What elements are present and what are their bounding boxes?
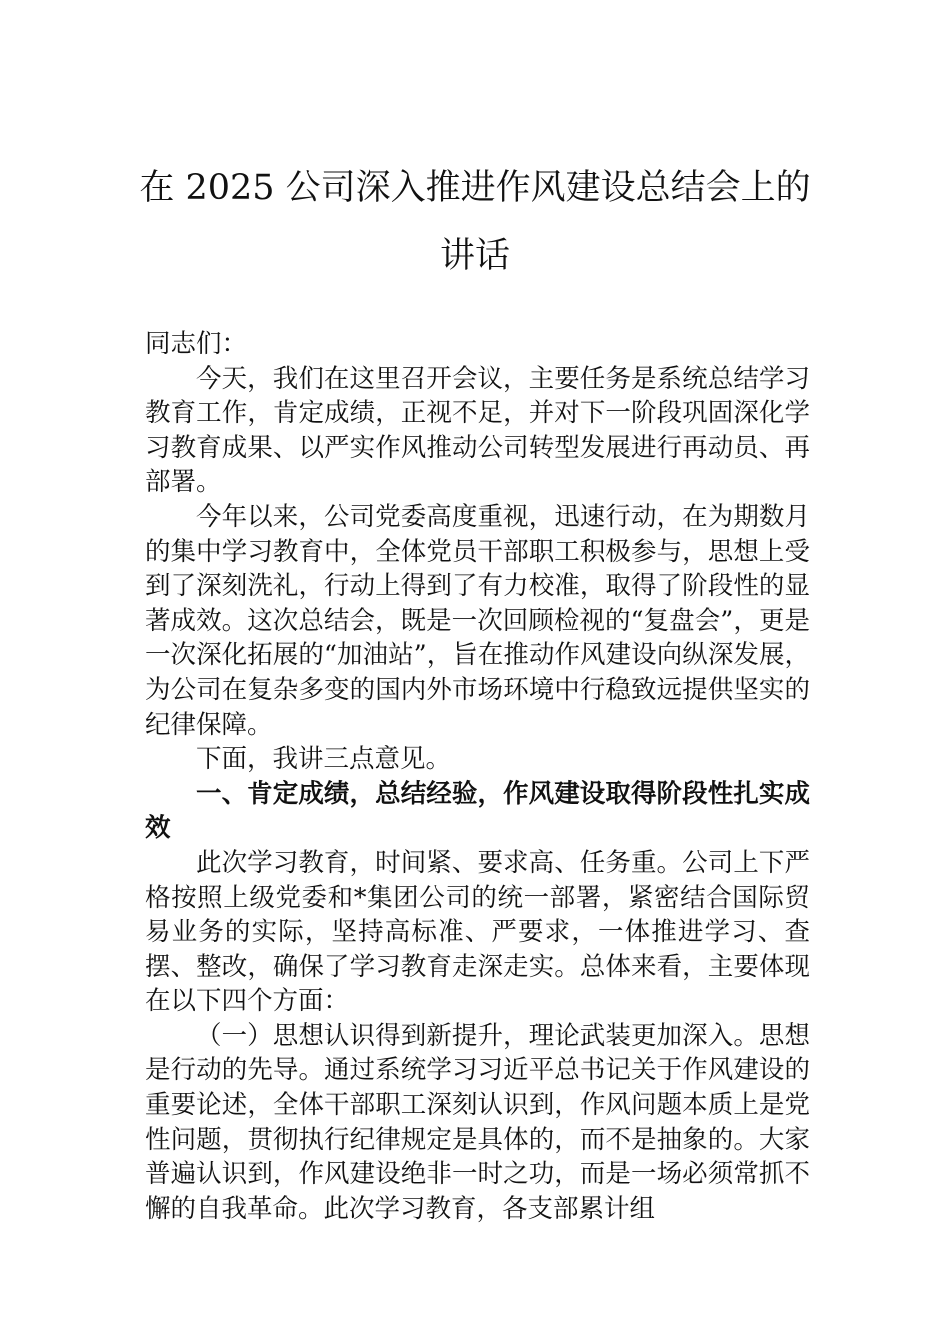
body-paragraph-opening: 今天，我们在这里召开会议，主要任务是系统总结学习教育工作，肯定成绩，正视不足，并对下一阶段巩固深化学习教育成果、以严实作风推动公司转型发展进行再动员、再部署。 (145, 363, 810, 498)
body-paragraph-background: 今年以来，公司党委高度重视，迅速行动，在为期数月的集中学习教育中，全体党员干部职工积极参与，思想上受到了深刻洗礼，行动上得到了有力校准，取得了阶段性的显著成效。这次总结会，既是一次回顾检视的“复盘会”，更是一次深化拓展的“加油站”，旨在推动作风建设向纵深发展，为公司在复杂多变的国内外市场环境中行稳致远提供坚实的纪律保障。 (145, 501, 810, 740)
body-paragraph-section-1-intro: 此次学习教育，时间紧、要求高、任务重。公司上下严格按照上级党委和*集团公司的统一部署，紧密结合国际贸易业务的实际，坚持高标准、严要求，一体推进学习、查摆、整改，确保了学习教育走深走实。总体来看，主要体现在以下四个方面： (145, 847, 810, 1017)
body-paragraph-subsection-1: （一）思想认识得到新提升，理论武装更加深入。思想是行动的先导。通过系统学习习近平总书记关于作风建设的重要论述，全体干部职工深刻认识到，作风问题本质上是党性问题，贯彻执行纪律规定是具体的，而不是抽象的。大家普遍认识到，作风建设绝非一时之功，而是一场必须常抓不懈的自我革命。此次学习教育，各支部累计组 (145, 1020, 810, 1224)
body-paragraph-transition: 下面，我讲三点意见。 (196, 744, 452, 775)
salutation: 同志们： (145, 329, 248, 359)
document-body (145, 327, 810, 1226)
document-title-line-1: 在 2025 公司深入推进作风建设总结会上的 (139, 168, 811, 208)
section-heading-1: 一、肯定成绩，总结经验，作风建设取得阶段性扎实成效 (145, 778, 810, 844)
document-title-line-2: 讲话 (439, 236, 510, 276)
